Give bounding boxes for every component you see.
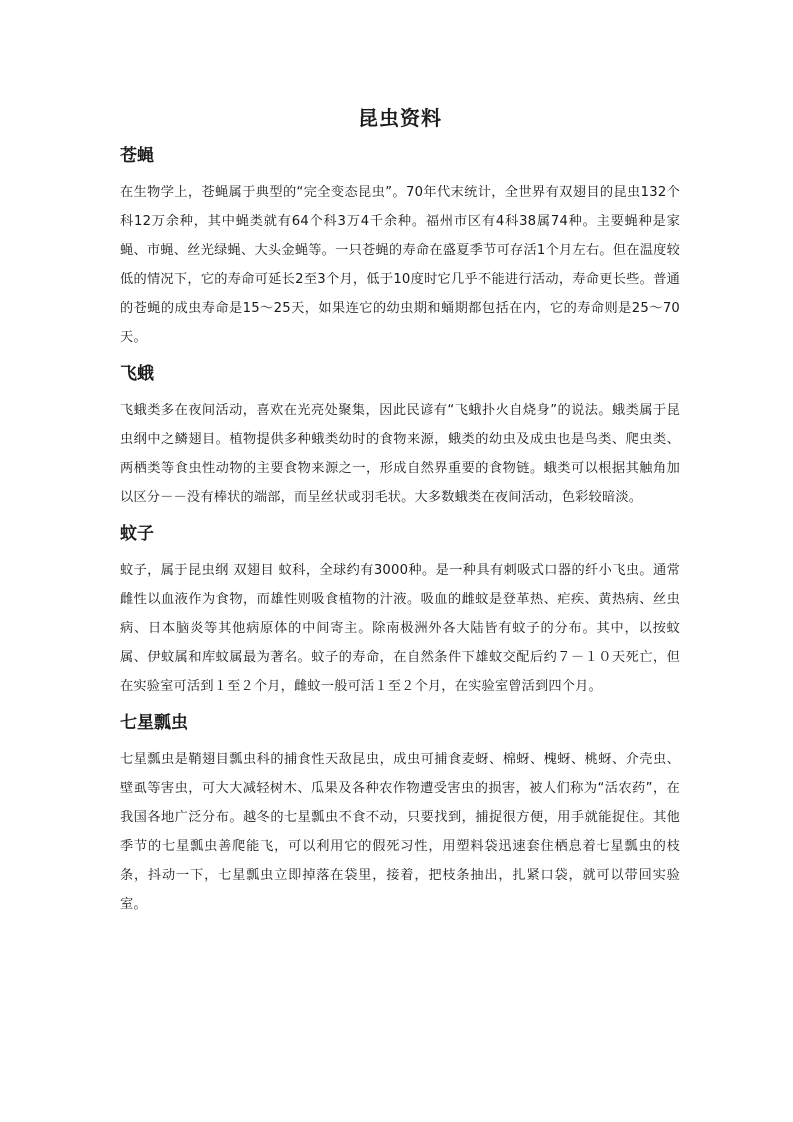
section-heading-moth: 飞蛾 — [120, 364, 154, 384]
section-body-ladybug: 七星瓢虫是鞘翅目瓢虫科的捕食性天敌昆虫，成虫可捕食麦蚜、棉蚜、槐蚜、桃蚜、介壳虫、壁虱等害虫，可大大减轻树木、瓜果及各种农作物遭受害虫的损害，被人们称为“活农药”，在我国各地广泛分布。越冬的七星瓢虫不食不动，只要找到，捕捉很方便，用手就能捉住。其他季节的七星瓢虫善爬能飞，可以利用它的假死习性，用塑料袋迅速套住栖息着七星瓢虫的枝条，抖动一下，七星瓢虫立即掉落在袋里，接着，把枝条抽出，扎紧口袋，就可以带回实验室。 — [120, 752, 680, 912]
document-page — [120, 100, 680, 927]
section-heading-housefly: 苍蝇 — [120, 146, 154, 166]
section-body-mosquito: 蚊子，属于昆虫纲 双翅目 蚊科，全球约有3000种。是一种具有刺吸式口器的纤小飞虫。通常雌性以血液作为食物，而雄性则吸食植物的汁液。吸血的雌蚊是登革热、疟疾、黄热病、丝虫病、日本脑炎等其他病原体的中间寄主。除南极洲外各大陆皆有蚊子的分布。其中，以按蚊属、伊蚊属和库蚊属最为著名。蚊子的寿命，在自然条件下雄蚊交配后约７－１０天死亡，但在实验室可活到１至２个月，雌蚊一般可活１至２个月，在实验室曾活到四个月。 — [120, 563, 680, 694]
section-heading-ladybug: 七星瓢虫 — [120, 713, 188, 733]
section-heading-mosquito: 蚊子 — [120, 524, 154, 544]
document-title: 昆虫资料 — [358, 106, 442, 130]
section-body-moth: 飞蛾类多在夜间活动，喜欢在光亮处聚集，因此民谚有“飞蛾扑火自烧身”的说法。蛾类属于昆虫纲中之鳞翅目。植物提供多种蛾类幼时的食物来源，蛾类的幼虫及成虫也是鸟类、爬虫类、两栖类等食虫性动物的主要食物来源之一，形成自然界重要的食物链。蛾类可以根据其触角加以区分－－没有棒状的端部，而呈丝状或羽毛状。大多数蛾类在夜间活动，色彩较暗淡。 — [120, 403, 680, 505]
section-mosquito — [120, 520, 680, 701]
section-moth — [120, 360, 680, 512]
section-housefly — [120, 142, 680, 352]
section-body-housefly: 在生物学上，苍蝇属于典型的“完全变态昆虫”。70年代末统计，全世界有双翅目的昆虫132个科12万余种，其中蝇类就有64个科3万4千余种。福州市区有4科38属74种。主要蝇种是家蝇、市蝇、丝光绿蝇、大头金蝇等。一只苍蝇的寿命在盛夏季节可存活1个月左右。但在温度较低的情况下，它的寿命可延长2至3个月，低于10度时它几乎不能进行活动，寿命更长些。普通的苍蝇的成虫寿命是15～25天，如果连它的幼虫期和蛹期都包括在内，它的寿命则是25～70天。 — [120, 185, 680, 345]
section-ladybug — [120, 709, 680, 919]
